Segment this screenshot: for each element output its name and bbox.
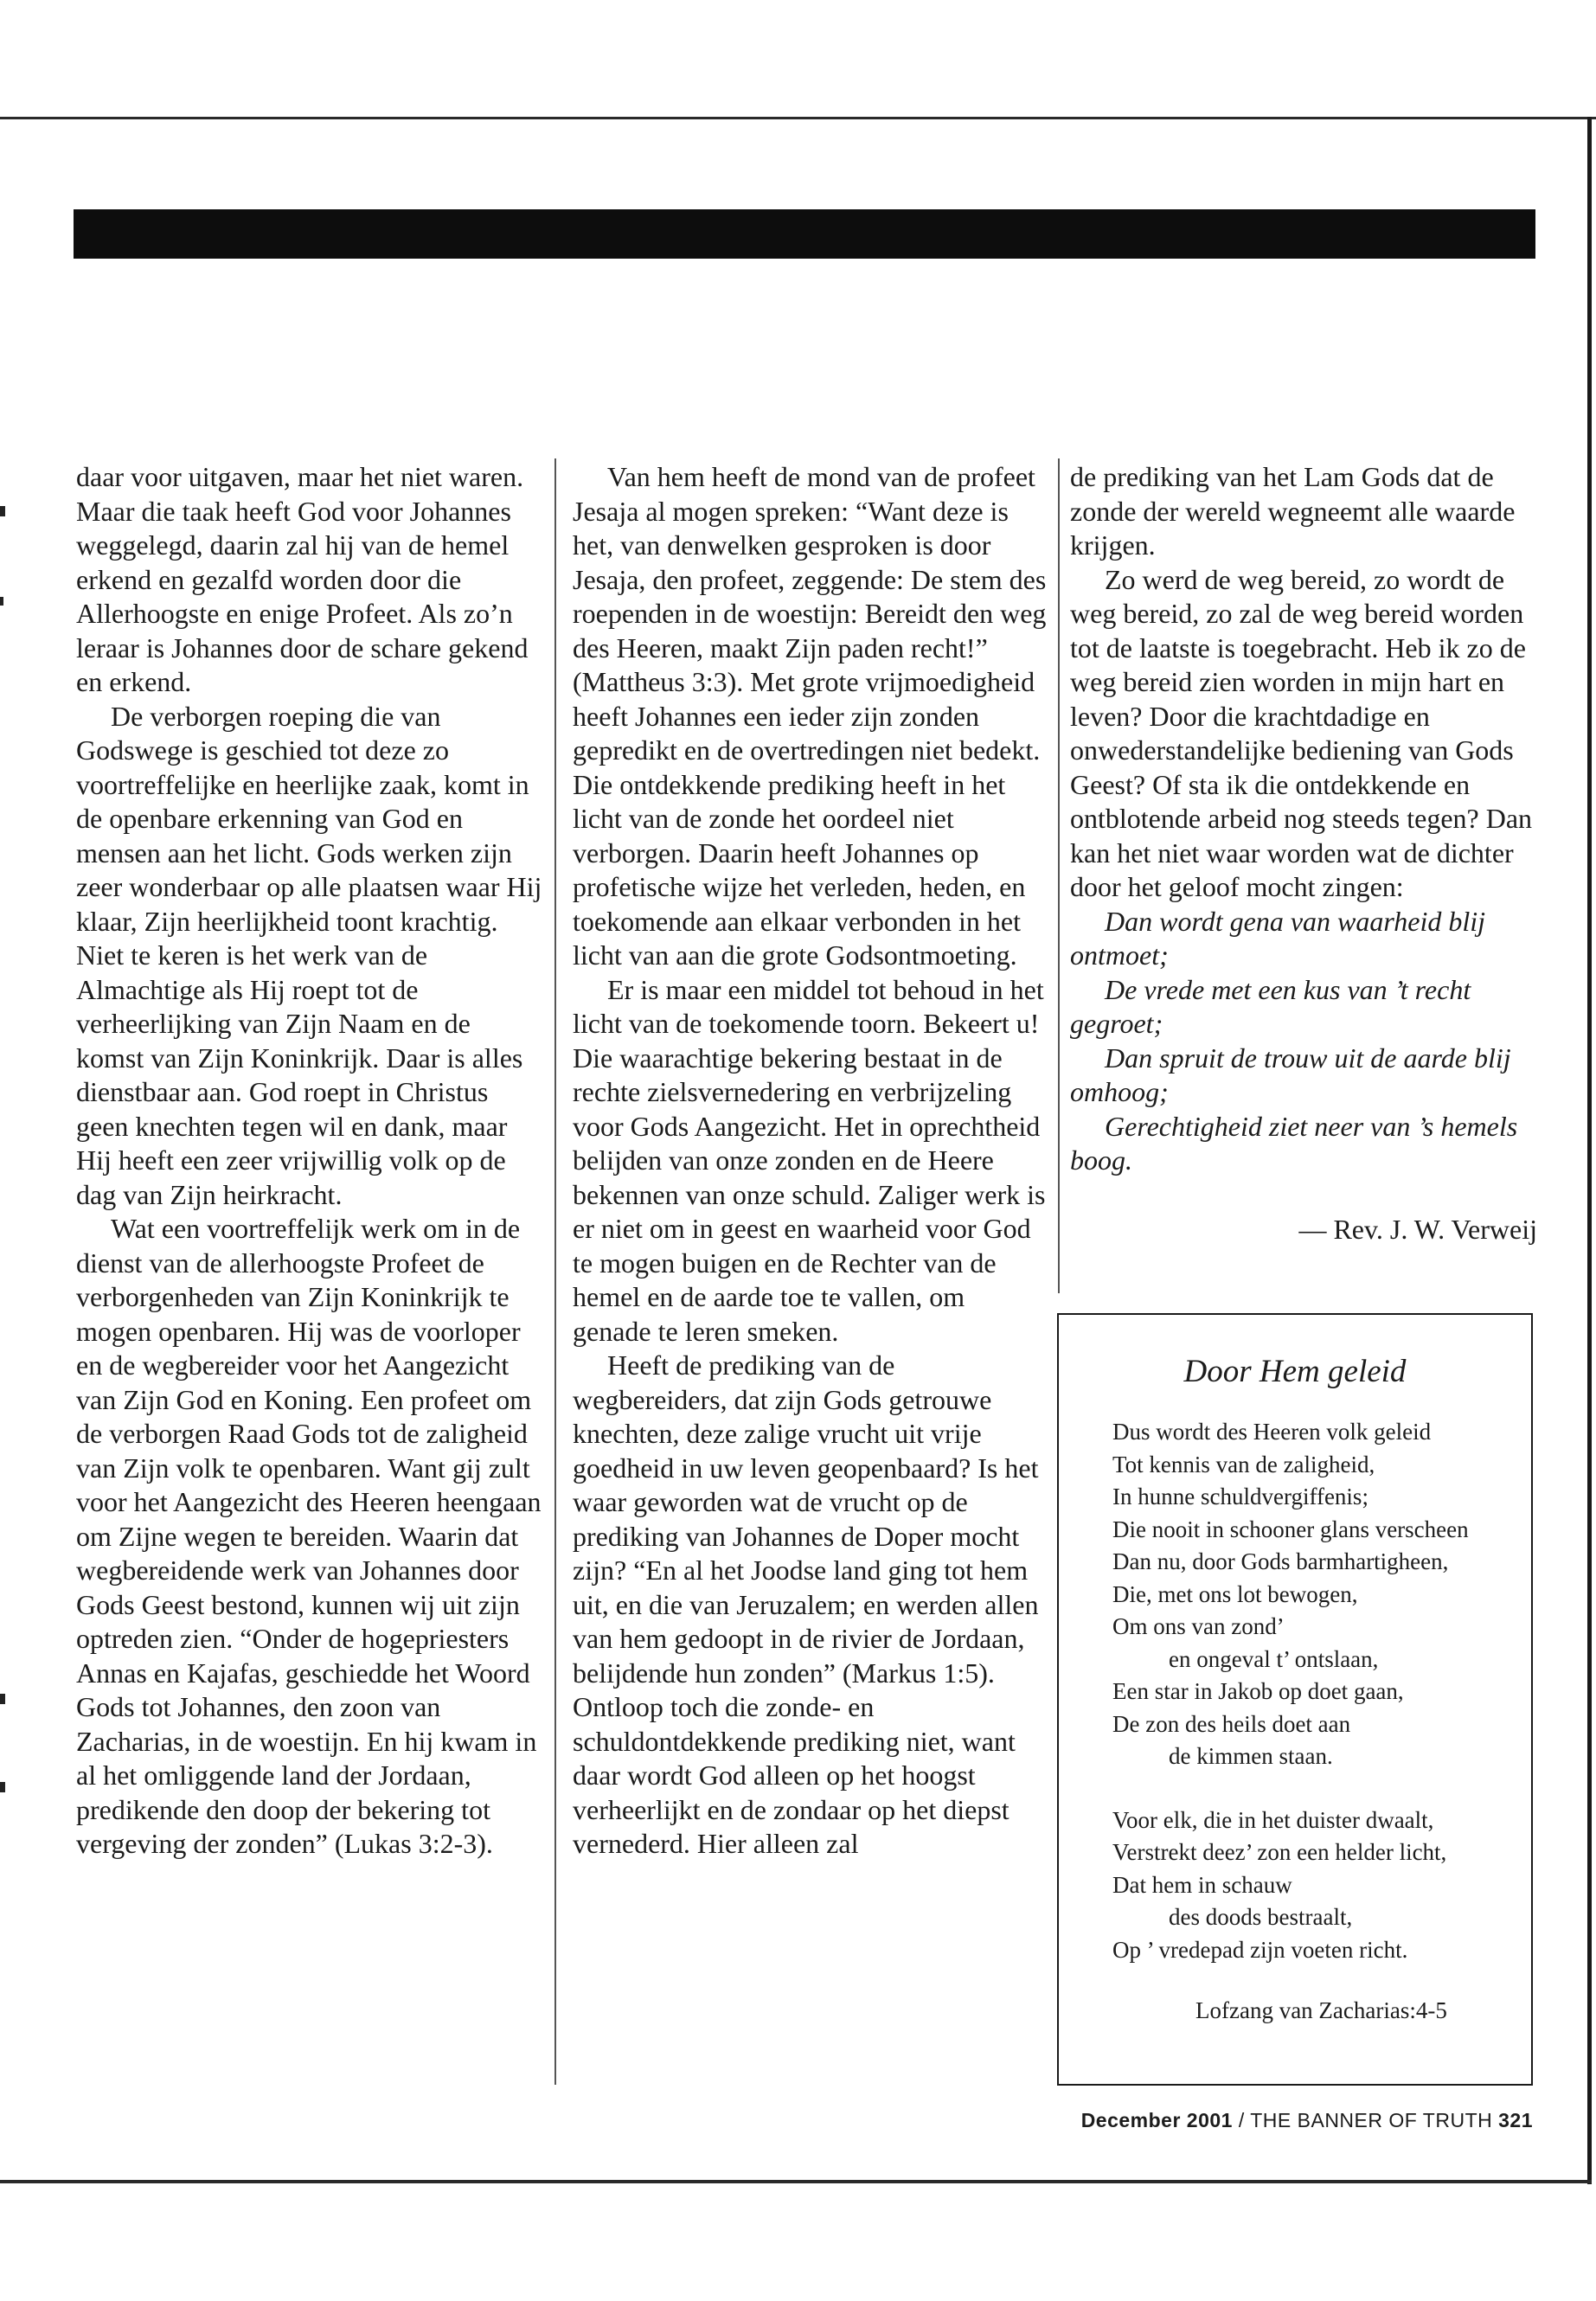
poem-line: Die, met ons lot bewogen, — [1112, 1580, 1358, 1607]
poem-box — [1057, 1313, 1533, 2086]
issue-date: December 2001 — [1080, 2109, 1233, 2131]
verse-line: Dan wordt gena van waarheid blij ontmoet; — [1070, 905, 1485, 971]
page-frame-right — [1587, 117, 1592, 2184]
poem-line: Op ’ vredepad zijn voeten richt. — [1112, 1936, 1408, 1963]
paragraph: Wat een voortreffelijk werk om in de dienst van de allerhoogste Profeet de verborgenheden van Zijn Koninkrijk te mogen openbaren. Hij was de voorloper en de wegbereider voor het Aangezicht van Zijn God en Koning. Een profeet om de verborgen Raad Gods tot de zaligheid van Zijn volk te openbaren. Want gij zult voor het Aangezicht des Heeren heengaan om Zijne wegen te bereiden. Waarin dat wegbereidende werk van Johannes door Gods Geest bestond, kunnen wij uit zijn optreden zien. “Onder de hogepriesters Annas en Kajafas, geschiedde het Woord Gods tot Johannes, den zoon van Zacharias, in de woestijn. En hij kwam in al het omliggende land der Jordaan, predikende den doop der bekering tot vergeving der zonden” (Lukas 3:2-3). — [76, 1213, 542, 1859]
poem-line: Verstrekt deez’ zon een helder licht, — [1112, 1839, 1447, 1865]
publication-name: THE BANNER OF TRUTH — [1250, 2109, 1493, 2131]
verse-line: De vrede met een kus van ’t recht gegroet; — [1070, 973, 1471, 1039]
margin-mark — [0, 506, 5, 516]
header-band — [74, 209, 1535, 259]
poem-line: Die nooit in schooner glans verscheen — [1112, 1516, 1469, 1542]
paragraph: De verborgen roeping die van Godswege is geschied tot deze zo voortreffelijke en heerlijke zaak, komt in de openbare erkenning van God en mensen aan het licht. Gods werken zijn zeer wonderbaar op alle plaatsen waar Hij klaar, Zijn heerlijkheid toont krachtig. Niet te keren is het werk van de Almachtige als Hij roept tot de verheerlijking van Zijn Naam en de komst van Zijn Koninkrijk. Daar is alles dienstbaar aan. God roept in Christus geen knechten tegen wil en dank, maar Hij heeft een zeer vrijwillig volk op de dag van Zijn heirkracht. — [76, 700, 542, 1210]
poem-line: Om ons van zond’ — [1112, 1613, 1285, 1639]
paragraph: Heeft de prediking van de wegbereiders, dat zijn Gods getrouwe knechten, deze zalige vrucht uit vrije goedheid in uw leven geopenbaard? Is het waar geworden wat de vrucht op de prediking van Johannes de Doper mocht zijn? “En al het Joodse land ging tot hem uit, en die van Jeruzalem; en werden allen van hem gedoopt in de rivier de Jordaan, belijdende hun zonden” (Markus 1:5). Ontloop toch die zonde- en schuldontdekkende prediking niet, want daar wordt God alleen op het hoogst verheerlijkt en de zondaar op het diepst vernederd. Hier alleen zal — [573, 1349, 1039, 1859]
poem-title: Door Hem geleid — [1183, 1354, 1407, 1389]
column-divider — [554, 458, 556, 2085]
poem-line: Dat hem in schauw — [1112, 1871, 1292, 1898]
poem-line: de kimmen staan. — [1169, 1743, 1333, 1769]
poem-line: des doods bestraalt, — [1169, 1904, 1353, 1930]
verse-line: Dan spruit de trouw uit de aarde blij omhoog; — [1070, 1042, 1511, 1107]
poem-line: Dan nu, door Gods barmhartigheen, — [1112, 1548, 1449, 1574]
paragraph: Zo werd de weg bereid, zo wordt de weg bereid, zo zal de weg bereid worden tot de laatste is toegebracht. Heb ik zo de weg bereid zien worden in mijn hart en leven? Door die krachtdadige en onwederstandelijke bediening van Gods Geest? Of sta ik die ontdekkende en ontblotende arbeid nog steeds tegen? Dan kan het niet waar worden wat de dichter door het geloof mocht zingen: — [1070, 563, 1533, 902]
poem-line: In hunne schuldvergiffenis; — [1112, 1484, 1368, 1509]
margin-mark — [0, 1694, 5, 1704]
article-column-3 — [1070, 460, 1537, 1247]
author-signature: — Rev. J. W. Verweij — [1298, 1213, 1537, 1245]
article-column-2 — [573, 460, 1048, 1862]
quoted-verse — [1070, 905, 1537, 1178]
margin-mark — [0, 1782, 5, 1792]
column-divider — [1058, 458, 1060, 1293]
verse-line: Gerechtigheid ziet neer van ’s hemels boog. — [1070, 1110, 1518, 1176]
poem-line: Tot kennis van de zaligheid, — [1112, 1451, 1375, 1477]
poem-stanza-1 — [1112, 1416, 1497, 1773]
page-number: 321 — [1498, 2109, 1533, 2131]
poem-line: Een star in Jakob op doet gaan, — [1112, 1678, 1404, 1704]
page-frame-top — [0, 117, 1596, 119]
margin-mark — [0, 597, 3, 606]
footer-separator: / — [1238, 2109, 1245, 2131]
article-column-1 — [76, 460, 543, 1862]
poem-source: Lofzang van Zacharias:4-5 — [1195, 1997, 1447, 2023]
poem-line: Dus wordt des Heeren volk geleid — [1112, 1419, 1432, 1445]
page-frame-bottom — [0, 2180, 1592, 2183]
poem-line: De zon des heils doet aan — [1112, 1710, 1351, 1737]
paragraph: Van hem heeft de mond van de profeet Jesaja al mogen spreken: “Want deze is het, van denwelken gesproken is door Jesaja, den profeet, zeggende: De stem des roependen in de woestijn: Bereidt den weg des Heeren, maakt Zijn paden recht!” (Mattheus 3:3). Met grote vrijmoedigheid heeft Johannes een ieder zijn zonden gepredikt en de overtredingen niet bedekt. Die ontdekkende prediking heeft in het licht van de zonde het oordeel niet verborgen. Daarin heeft Johannes op profetische wijze het verleden, heden, en toekomende aan elkaar verbonden in het licht van aan die grote Godsontmoeting. — [573, 461, 1047, 971]
page-footer — [969, 2109, 1533, 2132]
poem-line: Voor elk, die in het duister dwaalt, — [1112, 1806, 1434, 1833]
poem-line: en ongeval t’ ontslaan, — [1169, 1645, 1379, 1672]
poem-stanza-2 — [1112, 1804, 1497, 1967]
paragraph: de prediking van het Lam Gods dat de zonde der wereld wegneemt alle waarde krijgen. — [1070, 461, 1516, 561]
paragraph: daar voor uitgaven, maar het niet waren. Maar die taak heeft God voor Johannes weggelegd, daarin zal hij van de hemel erkend en gezalfd worden door die Allerhoogste en enige Profeet. Als zo’n leraar is Johannes door de schare gekend en erkend. — [76, 461, 529, 697]
paragraph: Er is maar een middel tot behoud in het licht van de toekomende toorn. Bekeert u! Die waarachtige bekering bestaat in de rechte zielsvernedering en verbrijzeling voor Gods Aangezicht. Het in oprechtheid belijden van onze zonden en de Heere bekennen van onze schuld. Zaliger werk is er niet om in geest en waarheid voor God te mogen buigen en de Rechter van de hemel en de aarde toe te vallen, om genade te leren smeken. — [573, 973, 1046, 1347]
